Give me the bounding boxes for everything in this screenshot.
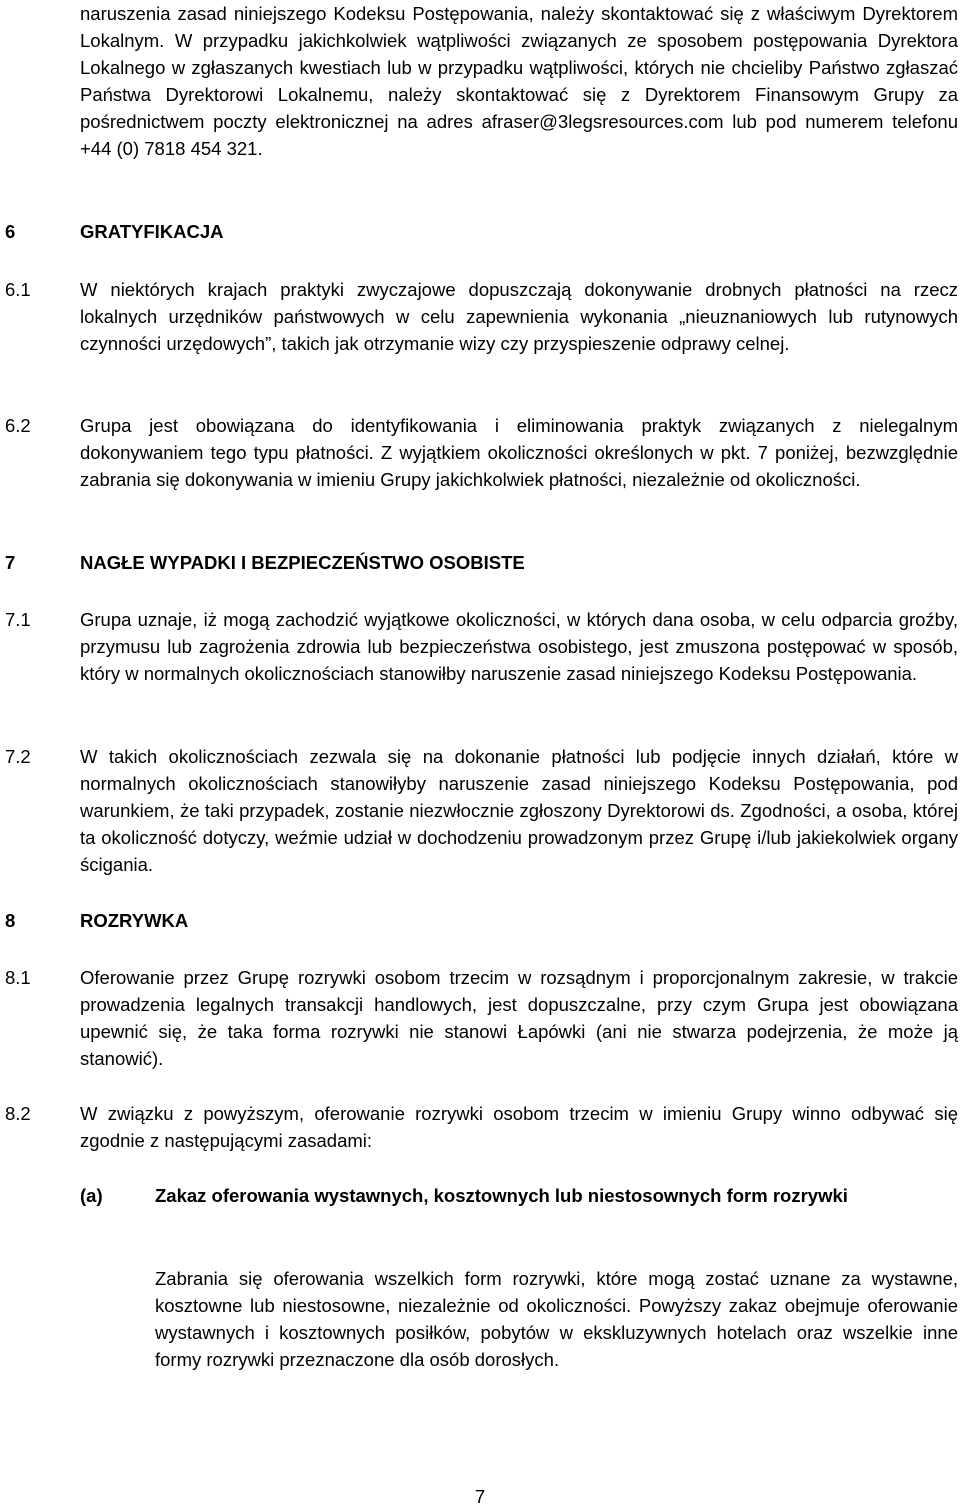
- intro-paragraph: naruszenia zasad niniejszego Kodeksu Postępowania, należy skontaktować się z właściwym Dyrektorem Lokalnym. W przypadku jakichkolwiek wątpliwości związanych ze sposobem postępowania Dyrektora Lokalnego w zgłaszanych kwestiach lub w przypadku wątpliwości, których nie chcieliby Państwo zgłaszać Państwa Dyrektorowi Lokalnemu, należy skontaktować się z Dyrektorem Finansowym Grupy za pośrednictwem poczty elektronicznej na adres afraser@3legsresources.com lub pod numerem telefonu +44 (0) 7818 454 321.: [80, 3, 958, 159]
- section-title: NAGŁE WYPADKI I BEZPIECZEŃSTWO OSOBISTE: [80, 552, 525, 573]
- section-title: ROZRYWKA: [80, 910, 189, 931]
- clause-number-7-1: 7.1: [5, 609, 31, 630]
- clause-number-6-2: 6.2: [5, 415, 31, 436]
- clause-text-6-1: W niektórych krajach praktyki zwyczajowe dopuszczają dokonywanie drobnych płatności na rzecz lokalnych urzędników państwowych w celu zapewnienia wykonania „nieuznaniowych lub rutynowych czynności urzędowych”, takich jak otrzymanie wizy czy przyspieszenie odprawy celnej.: [80, 279, 958, 354]
- section-heading-8: [5, 907, 188, 934]
- subclause-label: (a): [80, 1185, 103, 1206]
- clause-text-7-2: W takich okolicznościach zezwala się na dokonanie płatności lub podjęcie innych działań, które w normalnych okolicznościach stanowiłyby naruszenie zasad niniejszego Kodeksu Postępowania, pod warunkiem, że taki przypadek, zostanie niezwłocznie zgłoszony Dyrektorowi ds. Zgodności, a osoba, której ta okoliczność dotyczy, weźmie udział w dochodzeniu prowadzonym przez Grupę i/lub jakiekolwiek organy ścigania.: [80, 746, 958, 875]
- subclause-title: Zakaz oferowania wystawnych, kosztownych lub niestosownych form rozrywki: [155, 1185, 848, 1206]
- clause-text-8-2: W związku z powyższym, oferowanie rozrywki osobom trzecim w imieniu Grupy winno odbywać się zgodnie z następującymi zasadami:: [80, 1103, 958, 1151]
- section-heading-7: [5, 549, 525, 576]
- section-number: 6: [5, 221, 16, 242]
- clause-number-7-2: 7.2: [5, 746, 31, 767]
- subclause-text: Zabrania się oferowania wszelkich form rozrywki, które mogą zostać uznane za wystawne, kosztowne lub niestosowne, niezależnie od okoliczności. Powyższy zakaz obejmuje oferowanie wystawnych i kosztownych posiłków, pobytów w ekskluzywnych hotelach oraz wszelkie inne formy rozrywki przeznaczone dla osób dorosłych.: [155, 1268, 958, 1370]
- section-number: 7: [5, 552, 16, 573]
- clause-text-6-2: Grupa jest obowiązana do identyfikowania i eliminowania praktyk związanych z nielegalnym dokonywaniem tego typu płatności. Z wyjątkiem okoliczności określonych w pkt. 7 poniżej, bezwzględnie zabrania się dokonywania w imieniu Grupy jakichkolwiek płatności, niezależnie od okoliczności.: [80, 415, 958, 490]
- clause-number-8-2: 8.2: [5, 1103, 31, 1124]
- section-title: GRATYFIKACJA: [80, 221, 224, 242]
- page-number: 7: [474, 1486, 486, 1507]
- section-number: 8: [5, 910, 16, 931]
- clause-text-7-1: Grupa uznaje, iż mogą zachodzić wyjątkowe okoliczności, w których dana osoba, w celu odparcia groźby, przymusu lub zagrożenia zdrowia lub bezpieczeństwa osobistego, jest zmuszona postępować w sposób, który w normalnych okolicznościach stanowiłby naruszenie zasad niniejszego Kodeksu Postępowania.: [80, 609, 958, 684]
- clause-number-6-1: 6.1: [5, 279, 31, 300]
- section-heading-6: [5, 218, 224, 245]
- clause-text-8-1: Oferowanie przez Grupę rozrywki osobom trzecim w rozsądnym i proporcjonalnym zakresie, w trakcie prowadzenia legalnych transakcji handlowych, jest dopuszczalne, przy czym Grupa jest obowiązana upewnić się, że taka forma rozrywki nie stanowi Łapówki (ani nie stwarza podejrzenia, że może ją stanowić).: [80, 967, 958, 1069]
- clause-number-8-1: 8.1: [5, 967, 31, 988]
